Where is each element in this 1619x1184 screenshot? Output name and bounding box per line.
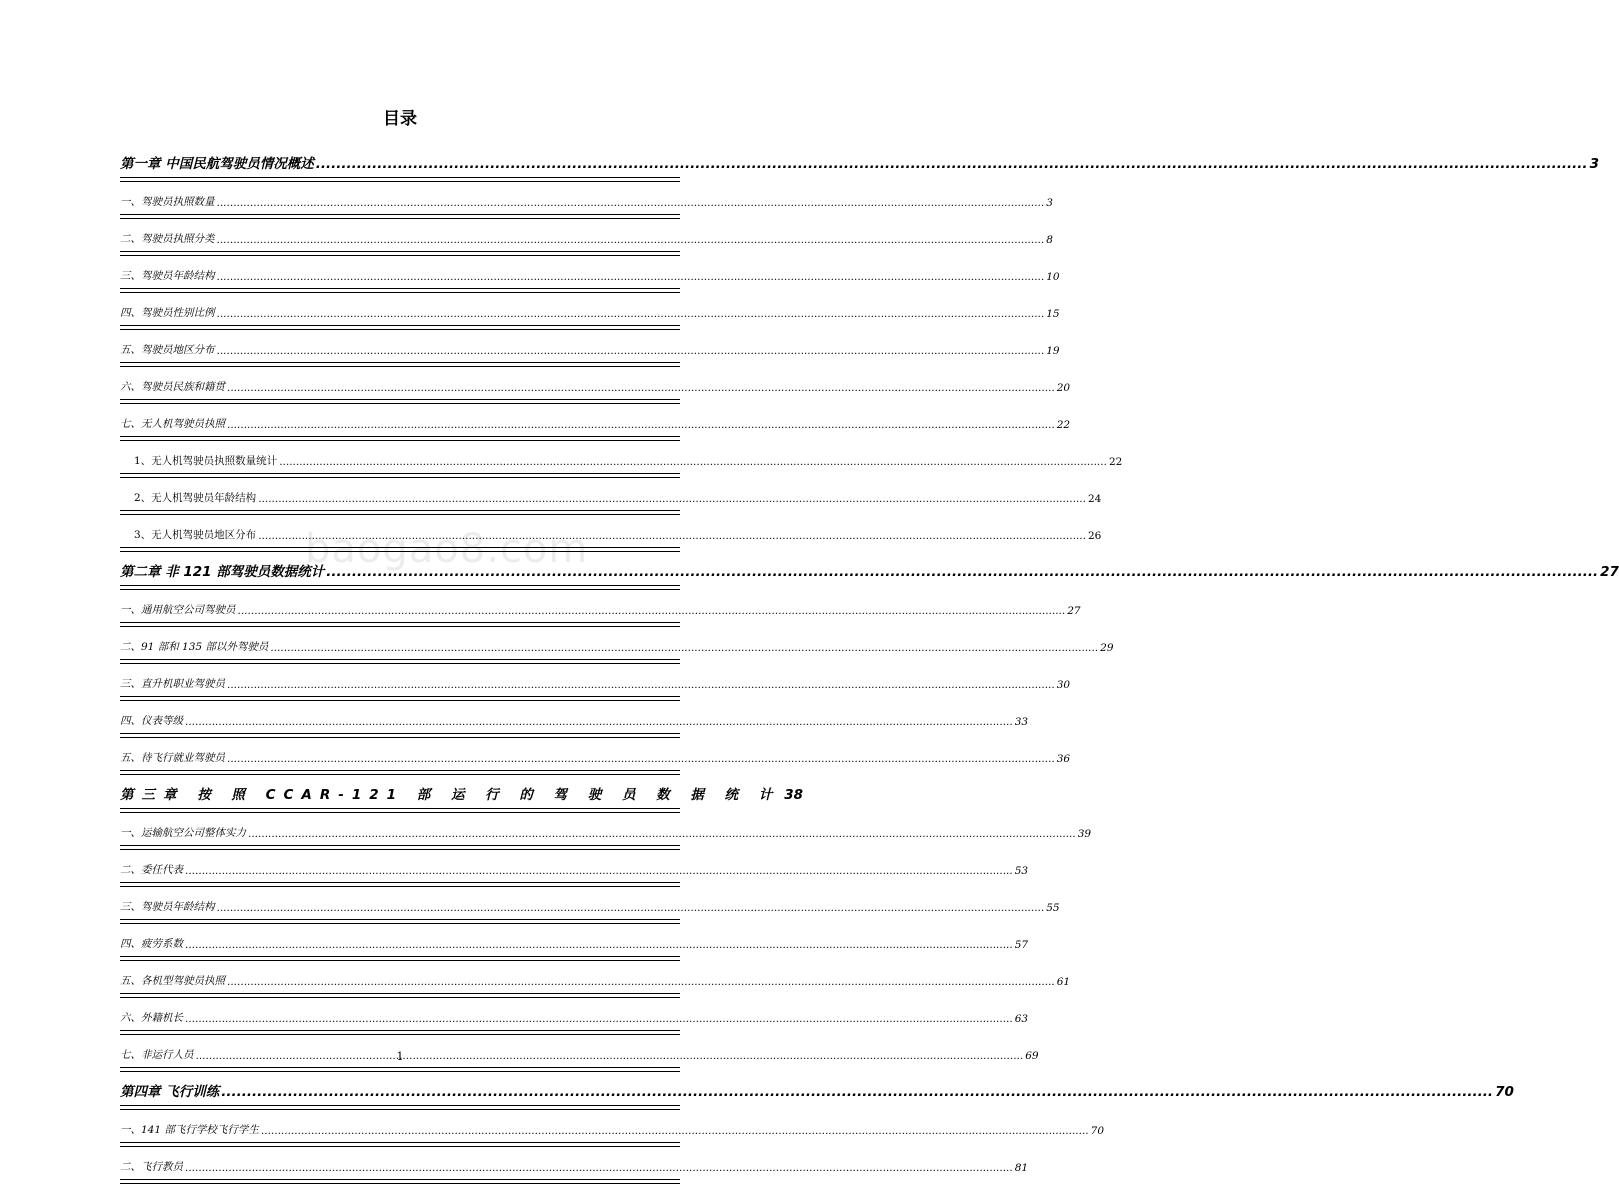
toc-entry-sub[interactable] — [120, 515, 1102, 552]
toc-entry-page: 55 — [1046, 902, 1060, 914]
toc-entry-sub[interactable] — [120, 478, 1102, 515]
toc-entry-line[interactable] — [120, 404, 1071, 431]
toc-entry-page: 3 — [1046, 197, 1053, 209]
toc-entry-section[interactable] — [120, 850, 1029, 887]
toc-entry-line[interactable] — [120, 627, 1114, 654]
dot-leader — [185, 716, 1013, 728]
toc-entry-section[interactable] — [120, 1147, 1029, 1184]
toc-entry-line[interactable] — [120, 1147, 1029, 1174]
toc-entry-label: 六、驾驶员民族和籍贯 — [120, 381, 225, 393]
toc-entry-section[interactable] — [120, 998, 1029, 1035]
toc-entry-line[interactable] — [120, 441, 1123, 468]
table-of-contents — [120, 144, 1619, 1184]
toc-entry-section[interactable] — [120, 219, 1053, 256]
dot-leader — [258, 530, 1086, 542]
dot-leader — [270, 642, 1098, 654]
toc-entry-chapter[interactable] — [120, 552, 1619, 590]
toc-entry-page: 19 — [1046, 345, 1060, 357]
toc-entry-page: 36 — [1056, 753, 1071, 765]
dot-leader — [227, 679, 1055, 691]
toc-entry-section[interactable] — [120, 924, 1029, 961]
divider — [120, 1179, 680, 1184]
toc-entry-chapter[interactable] — [120, 1072, 1514, 1110]
toc-entry-section[interactable] — [120, 1110, 1105, 1147]
toc-entry-section[interactable] — [120, 182, 1053, 219]
toc-entry-label: 七、无人机驾驶员执照 — [120, 418, 225, 430]
dot-leader — [217, 197, 1045, 209]
toc-entry-line[interactable] — [120, 256, 1060, 283]
toc-entry-section[interactable] — [120, 367, 1071, 404]
dot-leader — [248, 828, 1076, 840]
toc-entry-label: 一、运输航空公司整体实力 — [120, 827, 246, 839]
toc-entry-line[interactable] — [120, 924, 1029, 951]
toc-entry-page: 26 — [1087, 530, 1102, 542]
dot-leader — [227, 419, 1055, 431]
toc-entry-page: 3 — [1589, 156, 1599, 172]
toc-entry-section[interactable] — [120, 256, 1060, 293]
toc-entry-page: 22 — [1108, 456, 1123, 468]
toc-entry-line[interactable] — [120, 1072, 1514, 1100]
toc-entry-page: 69 — [1025, 1050, 1039, 1062]
toc-entry-page: 27 — [1067, 605, 1081, 617]
dot-leader — [185, 939, 1013, 951]
toc-entry-page: 33 — [1014, 716, 1029, 728]
toc-entry-page: 70 — [1495, 1084, 1514, 1100]
toc-entry-page: 27 — [1600, 564, 1619, 580]
toc-entry-chapter[interactable] — [120, 144, 1599, 182]
toc-entry-section[interactable] — [120, 961, 1071, 998]
toc-entry-page: 8 — [1046, 234, 1053, 246]
toc-entry-label: 二、飞行教员 — [120, 1161, 183, 1173]
toc-entry-page: 38 — [784, 787, 804, 803]
toc-entry-page: 81 — [1014, 1162, 1029, 1174]
toc-entry-page: 10 — [1046, 271, 1060, 283]
toc-entry-line[interactable] — [120, 515, 1102, 542]
toc-entry-label: 第二章 非 121 部驾驶员数据统计 — [120, 564, 325, 580]
toc-entry-section[interactable] — [120, 627, 1114, 664]
toc-entry-label: 第四章 飞行训练 — [120, 1084, 220, 1100]
toc-entry-section[interactable] — [120, 738, 1071, 775]
page-number: 1 — [396, 1050, 404, 1063]
dot-leader — [227, 382, 1055, 394]
toc-entry-label: 一、141 部飞行学校飞行学生 — [120, 1124, 259, 1136]
toc-entry-section[interactable] — [120, 701, 1029, 738]
toc-entry-line[interactable] — [120, 961, 1071, 988]
dot-leader — [238, 605, 1066, 617]
dot-leader — [217, 902, 1045, 914]
toc-entry-line[interactable] — [120, 664, 1071, 691]
toc-entry-page: 24 — [1087, 493, 1102, 505]
page-title: 目录 — [383, 109, 417, 129]
toc-entry-line[interactable] — [120, 738, 1071, 765]
toc-entry-label: 三、直升机职业驾驶员 — [120, 678, 225, 690]
toc-entry-label: 3、无人机驾驶员地区分布 — [134, 529, 257, 541]
toc-entry-line[interactable] — [120, 998, 1029, 1025]
toc-entry-label: 二、91 部和 135 部以外驾驶员 — [120, 641, 269, 653]
dot-leader — [316, 156, 1588, 172]
toc-entry-line[interactable] — [120, 775, 804, 803]
toc-entry-label: 二、委任代表 — [120, 864, 183, 876]
toc-entry-label: 七、非运行人员 — [120, 1049, 194, 1061]
toc-entry-label: 六、外籍机长 — [120, 1012, 183, 1024]
dot-leader — [185, 1162, 1013, 1174]
toc-entry-page: 61 — [1056, 976, 1071, 988]
toc-entry-line[interactable] — [120, 144, 1599, 172]
toc-entry-label: 五、驾驶员地区分布 — [120, 344, 215, 356]
dot-leader — [217, 271, 1045, 283]
dot-leader — [258, 493, 1086, 505]
dot-leader — [227, 976, 1055, 988]
toc-entry-page: 63 — [1014, 1013, 1029, 1025]
toc-entry-sub[interactable] — [120, 441, 1123, 478]
toc-entry-label: 第三章 按 照 CCAR-121 部 运 行 的 驾 驶 员 数 据 统 计 — [120, 787, 781, 803]
toc-entry-label: 2、无人机驾驶员年龄结构 — [134, 492, 257, 504]
toc-entry-page: 20 — [1056, 382, 1071, 394]
toc-entry-label: 四、仪表等级 — [120, 715, 183, 727]
toc-entry-section[interactable] — [120, 404, 1071, 441]
dot-leader — [326, 564, 1598, 580]
toc-entry-chapter[interactable] — [120, 775, 804, 813]
dot-leader — [227, 753, 1055, 765]
toc-entry-page: 22 — [1056, 419, 1071, 431]
toc-entry-section[interactable] — [120, 887, 1060, 924]
toc-entry-line[interactable] — [120, 182, 1053, 209]
toc-entry-page: 15 — [1046, 308, 1060, 320]
toc-entry-label: 三、驾驶员年龄结构 — [120, 270, 215, 282]
toc-entry-label: 第一章 中国民航驾驶员情况概述 — [120, 156, 314, 172]
toc-entry-line[interactable] — [120, 590, 1081, 617]
toc-entry-line[interactable] — [120, 219, 1053, 246]
toc-entry-line[interactable] — [120, 293, 1060, 320]
toc-entry-line[interactable] — [120, 701, 1029, 728]
toc-entry-label: 三、驾驶员年龄结构 — [120, 901, 215, 913]
toc-entry-line[interactable] — [120, 330, 1060, 357]
dot-leader — [185, 1013, 1013, 1025]
toc-entry-label: 一、通用航空公司驾驶员 — [120, 604, 236, 616]
dot-leader — [185, 865, 1013, 877]
dot-leader — [217, 234, 1045, 246]
toc-entry-page: 70 — [1090, 1125, 1105, 1137]
dot-leader — [221, 1084, 1493, 1100]
toc-entry-line[interactable] — [120, 1110, 1105, 1137]
watermark: baogao8.com — [305, 526, 589, 572]
toc-entry-line[interactable] — [120, 552, 1619, 580]
toc-entry-line[interactable] — [120, 367, 1071, 394]
toc-entry-section[interactable] — [120, 330, 1060, 367]
toc-entry-line[interactable] — [120, 478, 1102, 505]
toc-entry-section[interactable] — [120, 813, 1092, 850]
toc-entry-line[interactable] — [120, 813, 1092, 840]
toc-entry-page: 30 — [1056, 679, 1071, 691]
toc-entry-page: 39 — [1077, 828, 1092, 840]
toc-entry-section[interactable] — [120, 293, 1060, 330]
dot-leader — [217, 308, 1045, 320]
toc-entry-label: 四、疲劳系数 — [120, 938, 183, 950]
toc-entry-label: 五、各机型驾驶员执照 — [120, 975, 225, 987]
dot-leader — [217, 345, 1045, 357]
toc-entry-section[interactable] — [120, 664, 1071, 701]
dot-leader — [261, 1125, 1089, 1137]
toc-entry-label: 一、驾驶员执照数量 — [120, 196, 215, 208]
toc-entry-line[interactable] — [120, 887, 1060, 914]
toc-entry-page: 29 — [1100, 642, 1114, 654]
dot-leader — [279, 456, 1107, 468]
toc-entry-label: 五、待飞行就业驾驶员 — [120, 752, 225, 764]
toc-entry-label: 二、驾驶员执照分类 — [120, 233, 215, 245]
toc-entry-label: 四、驾驶员性别比例 — [120, 307, 215, 319]
toc-entry-section[interactable] — [120, 590, 1081, 627]
toc-entry-line[interactable] — [120, 850, 1029, 877]
toc-entry-page: 57 — [1014, 939, 1029, 951]
toc-entry-page: 53 — [1014, 865, 1029, 877]
toc-entry-label: 1、无人机驾驶员执照数量统计 — [134, 455, 278, 467]
